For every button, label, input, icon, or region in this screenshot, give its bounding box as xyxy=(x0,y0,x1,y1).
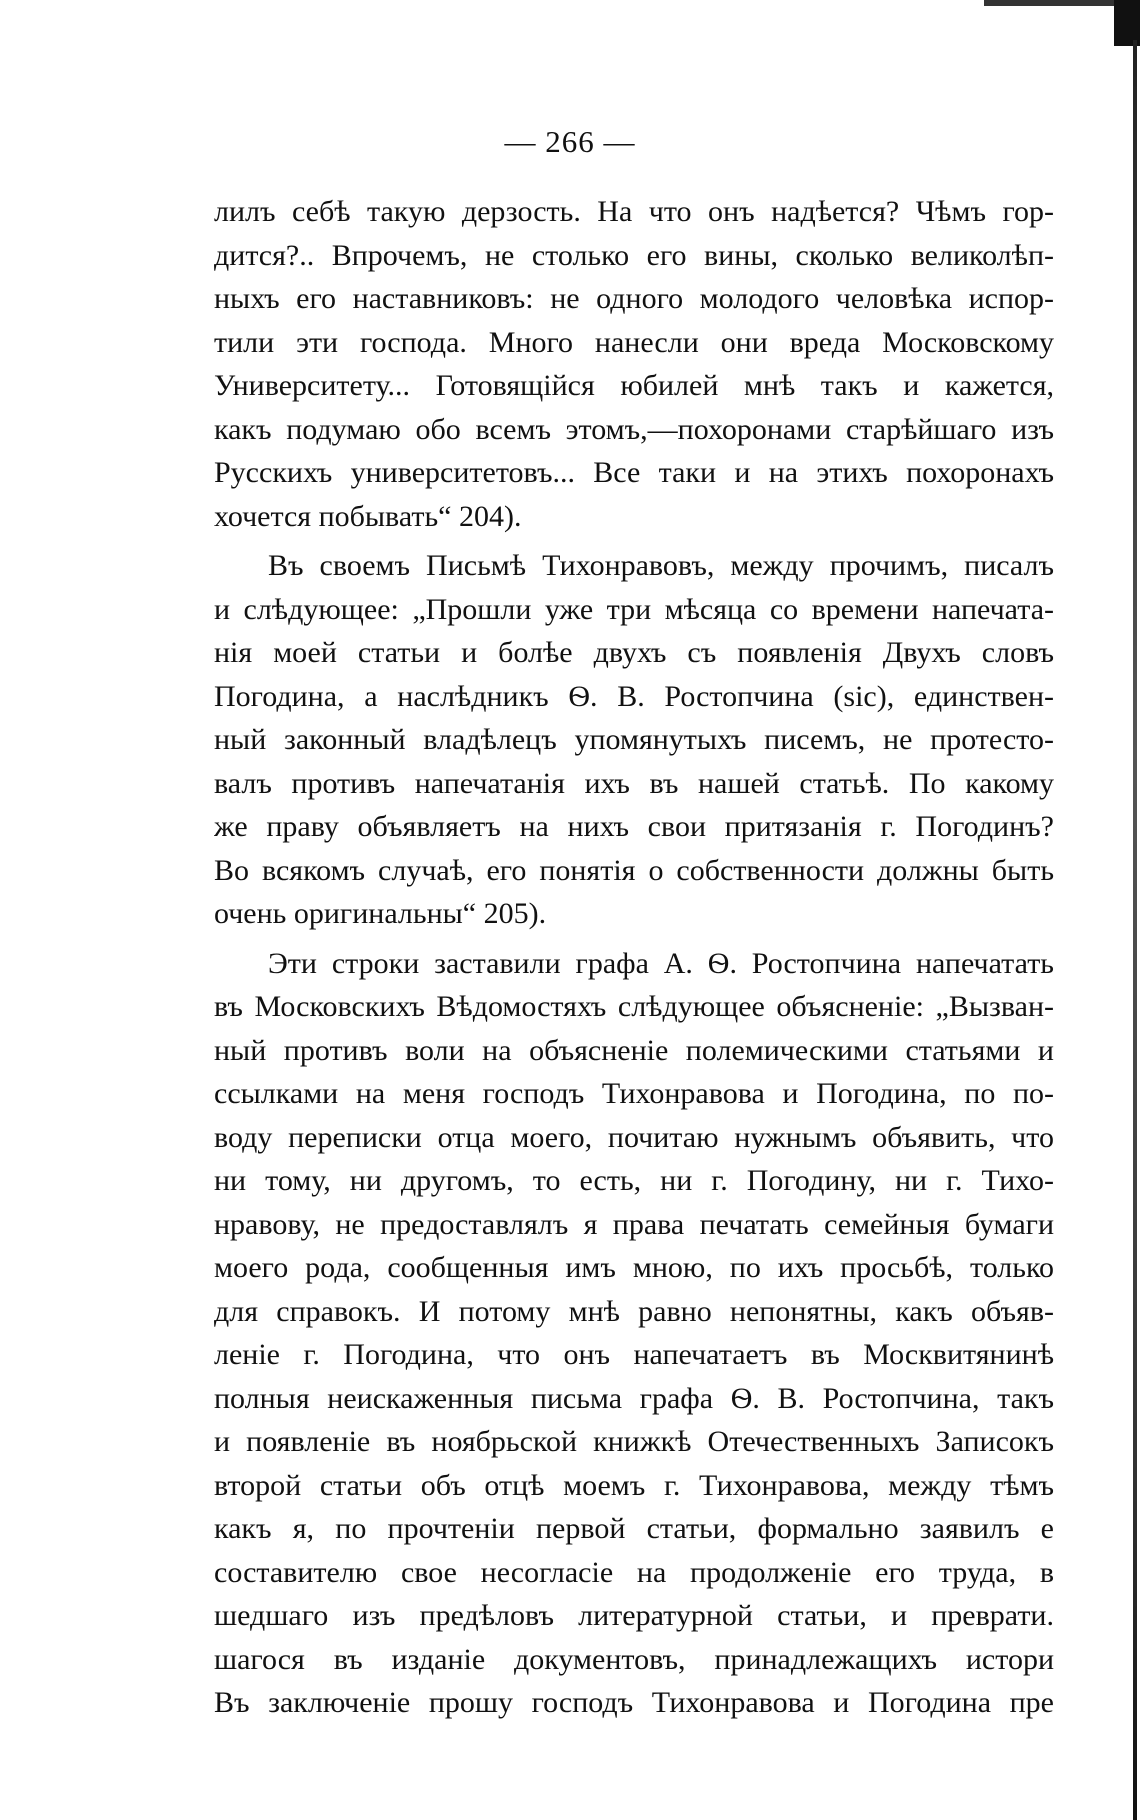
text-line: очень оригинальны“ 205). xyxy=(214,897,547,930)
text-line: какъ я, по прочтеніи первой статьи, формально заявилъ е xyxy=(214,1512,1054,1545)
text-line: Въ своемъ Письмѣ Тихонравовъ, между прочимъ, писалъ xyxy=(268,549,1054,582)
text-line: второй статьи объ отцѣ моемъ г. Тихонравова, между тѣмъ xyxy=(214,1468,1054,1502)
text-line: какъ подумаю обо всемъ этомъ,—похоронами старѣйшаго изъ xyxy=(214,412,1054,446)
text-line: ныхъ его наставниковъ: не одного молодого человѣка испор- xyxy=(214,282,1054,315)
text-line: въ Московскихъ Вѣдомостяхъ слѣдующее объясненіе: „Вызван- xyxy=(214,990,1054,1023)
paragraph xyxy=(214,544,1054,936)
text-line: для справокъ. И потому мнѣ равно непонятны, какъ объяв- xyxy=(214,1294,1054,1328)
text-line: дится?.. Впрочемъ, не столько его вины, сколько великолѣп- xyxy=(214,238,1054,272)
paragraph xyxy=(214,190,1054,538)
text-line: полныя неискаженныя письма графа Ѳ. В. Ростопчина, такъ xyxy=(214,1381,1054,1415)
text-line: воду переписки отца моего, почитаю нужнымъ объявить, что xyxy=(214,1120,1054,1154)
text-line: и слѣдующее: „Прошли уже три мѣсяца со времени напечата- xyxy=(214,592,1054,626)
text-line: и появленіе въ ноябрьской книжкѣ Отечественныхъ Записокъ xyxy=(214,1425,1054,1458)
text-line: ни тому, ни другомъ, то есть, ни г. Погодину, ни г. Тихо- xyxy=(214,1164,1054,1197)
text-line: шагося въ изданіе документовъ, принадлежащихъ истори xyxy=(214,1642,1054,1676)
text-line: Русскихъ университетовъ... Все таки и на этихъ похоронахъ xyxy=(214,456,1054,489)
scan-edge-strip xyxy=(1133,40,1137,1820)
text-line: нія моей статьи и болѣе двухъ съ появленія Двухъ словъ xyxy=(214,636,1054,669)
text-line: Погодина, а наслѣдникъ Ѳ. В. Ростопчина (sic), единствен- xyxy=(214,679,1054,713)
paragraph xyxy=(214,942,1054,1725)
text-line: валъ противъ напечатанія ихъ въ нашей статьѣ. По какому xyxy=(214,766,1054,800)
text-line: ссылками на меня господъ Тихонравова и Погодина, по по- xyxy=(214,1077,1054,1110)
text-line: леніе г. Погодина, что онъ напечатаетъ въ Москвитянинѣ xyxy=(214,1338,1054,1371)
text-line: Во всякомъ случаѣ, его понятія о собственности должны быть xyxy=(214,853,1054,887)
body-text xyxy=(214,190,1054,1725)
text-line: Университету... Готовящійся юбилей мнѣ такъ и кажется, xyxy=(214,369,1054,402)
text-line: Эти строки заставили графа А. Ѳ. Ростопчина напечатать xyxy=(268,946,1054,980)
text-line: же праву объявляетъ на нихъ свои притязанія г. Погодинъ? xyxy=(214,810,1054,843)
text-line: Въ заключеніе прошу господъ Тихонравова и Погодина пре xyxy=(214,1686,1054,1719)
text-line: ный законный владѣлецъ упомянутыхъ писемъ, не протесто- xyxy=(214,723,1054,756)
text-line: лилъ себѣ такую дерзость. На что онъ надѣется? Чѣмъ гор- xyxy=(214,195,1054,228)
scan-edge-line xyxy=(984,0,1114,6)
text-line: ный противъ воли на объясненіе полемическими статьями и xyxy=(214,1033,1054,1067)
text-line: тили эти господа. Много нанесли они вреда Московскому xyxy=(214,325,1054,359)
text-line: моего рода, сообщенныя имъ мною, по ихъ просьбѣ, только xyxy=(214,1251,1054,1284)
text-line: хочется побывать“ 204). xyxy=(214,499,522,533)
text-line: нравову, не предоставлялъ я права печатать семейныя бумаги xyxy=(214,1207,1054,1241)
text-line: шедшаго изъ предѣловъ литературной статьи, и преврати. xyxy=(214,1599,1054,1632)
page-number: — 266 — xyxy=(504,124,636,159)
text-line: составителю свое несогласіе на продолженіе его труда, в xyxy=(214,1555,1054,1589)
